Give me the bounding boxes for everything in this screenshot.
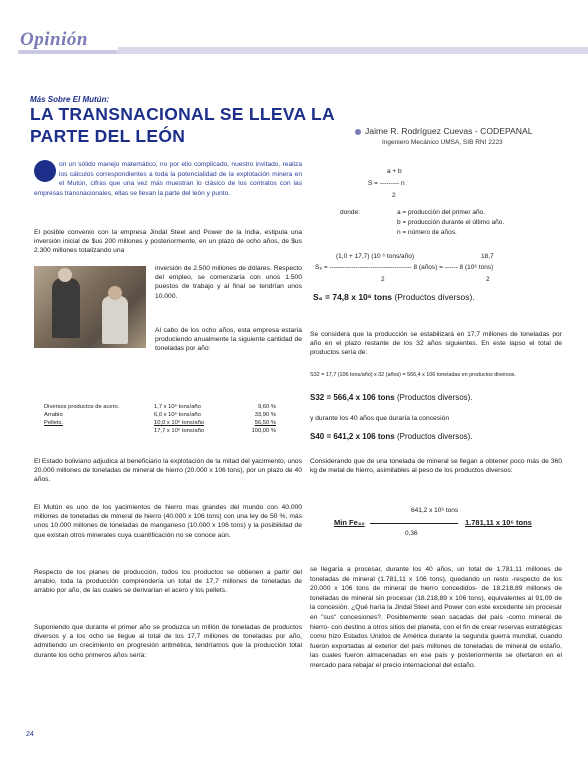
table-cell: 33,90 % xyxy=(254,412,276,418)
table-row xyxy=(44,403,276,411)
formula1-main: S = --------- n xyxy=(368,180,405,187)
paragraph-8: y durante los 40 años que duraría la concesión xyxy=(310,415,450,422)
table-row xyxy=(44,411,276,419)
paragraph-5: Respecto de los planes de producción, todos los productos se obtienen a partir del arrabio, toda la producción comprendería un total de 17,7 millones de toneladas de arrabio por año, de las cuales se derivarían el acero y los pellets. xyxy=(34,569,302,595)
s40-note: (Productos diversos). xyxy=(396,432,473,441)
photo-head-1 xyxy=(58,268,72,282)
s40-result xyxy=(310,432,473,441)
formula2-numerator-2: 18,7 xyxy=(481,253,494,260)
s8-value: S₈ = 74,8 x 10⁶ tons xyxy=(313,292,393,302)
table-cell: 10,0 x 10⁶ tons/año xyxy=(154,420,205,426)
s32-value: S32 = 566,4 x 106 tons xyxy=(310,393,395,402)
production-table xyxy=(44,403,276,435)
table-cell: 1,7 x 10⁶ tons/año xyxy=(154,404,201,410)
paragraph-2: Al cabo de los ocho años, esta empresa estaría produciendo anualmente la siguiente cantidad de toneladas por año: xyxy=(155,327,302,353)
paragraph-1b: inversión de 2.500 millones de dólares. Respecto del empleo, se comenzaría con unos 1.500 puestos de trabajo y al final se tendrían unos 10.000. xyxy=(155,265,302,300)
section-label: Opinión xyxy=(20,29,88,50)
table-cell: 56,50 % xyxy=(254,420,276,426)
article-photo xyxy=(34,266,146,348)
paragraph-3: El Estado boliviano adjudica al beneficiario la explotación de la mitad del yacimiento, unos 20.000 millones de toneladas de mineral de hierro (20.000 x 106 tons), por un plazo de 40 años. xyxy=(34,458,302,484)
def-a: a = producción del primer año. xyxy=(397,209,485,216)
author-title: Ingeniero Mecánico UMSA, SIB RNI 2223 xyxy=(382,139,503,146)
paragraph-1a: El posible convenio con la empresa Jindal Steel and Power de la India, estipula una inversión inicial de $us 200 millones y posteriormente, en un plazo de ocho años, de $us 2.300 millones totalizando una xyxy=(34,229,302,255)
author-name: Jaime R. Rodríguez Cuevas xyxy=(365,126,473,136)
formula3-denominator: 0,36 xyxy=(405,530,418,537)
intro-paragraph xyxy=(34,160,302,198)
paragraph-4: El Mutún es uno de los yacimientos de hierro mas grandes del mundo con 40.000 millones de toneladas de mineral de hierro (40.000 x 106 tons) con una ley de 50 %, más unos 10.000 millones de toneladas de manganeso (10.000 x 106 tons) y la posibilidad de que existan otros minerales cuya cuantificación no se conoce aún. xyxy=(34,504,302,539)
intro-text: on un sólido manejo matemático, no por ello complicado, nuestro invitado, realiza los cálculos correspondientes a toda la potencialidad de la explotación minera en el Mutún, cifras que una vez más muestran lo clásico de los contratos con las empresas transnacionales, ellas se llevan la parte del león y punto. xyxy=(34,161,302,197)
photo-figure-2 xyxy=(102,296,128,344)
kicker: Más Sobre El Mutún: xyxy=(30,95,110,104)
fraction-line xyxy=(370,523,458,524)
formula2-main: S₈ = -------------------------------------- 8 (años) = ------ 8 (10⁶ tons) xyxy=(315,264,494,271)
formula1-denominator: 2 xyxy=(392,192,396,199)
paragraph-10: se llegaría a procesar, durante los 40 años, un total de 1.781,11 millones de toneladas de mineral (1.781,11 x 106 tons), quedando un resto -respecto de los 20.000 x 106 tons de mineral de hierro concedidos- de 18.218,89 millones de toneladas de mineral sin procesar (18.218,89 x 106 tons), equivalentes al 91,09 de la concesión. ¿Qué haría la Jindal Steel and Power con este excedente sin procesar en "sus" concesiones?. Posiblemente sean sacadas del país -como mineral de hierro- con destino a otros sitios del planeta, con el fin de crear reservas estratégicas como hizo Estados Unidos de América durante la segunda guerra mundial, cuando fueron exportadas al exterior del país millones de toneladas de mineral de estaño, las cuales fueron almacenadas en ese país y posteriormente se ofertaron en el mercado para rebajar el precio internacional del estaño. xyxy=(310,566,562,669)
formula3-rhs: 1.781,11 x 10⁶ tons xyxy=(465,518,532,527)
def-b: b = producción durante el último año. xyxy=(397,219,505,226)
author-affiliation: - CODEPANAL xyxy=(474,126,533,136)
table-cell: 9,60 % xyxy=(257,404,276,410)
table-row xyxy=(44,427,276,435)
table-row xyxy=(44,419,276,427)
s32-result xyxy=(310,393,473,402)
s32-note: (Productos diversos). xyxy=(396,393,473,402)
formula2-denominator: 2 xyxy=(381,276,385,283)
page-number: 24 xyxy=(26,731,34,738)
bullet-icon xyxy=(355,129,361,135)
table-cell: Pellets. xyxy=(44,420,64,426)
where-label: donde: xyxy=(340,209,360,216)
byline xyxy=(355,126,532,136)
headline: LA TRANSNACIONAL SE LLEVA LA PARTE DEL LEÓN xyxy=(30,104,335,146)
formula1-numerator: a + b xyxy=(387,168,402,175)
paragraph-7: Se considera que la producción se estabilizará en 17,7 millones de toneladas por año en el plazo restante de los 32 años siguientes. En este lapso el total de productos sería de: xyxy=(310,331,562,357)
s32-calculation: S32 = 17,7 (106 tons/año) x 32 (años) = 566,4 x 106 toneladas en productos diversos. xyxy=(310,372,516,378)
s40-value: S40 = 641,2 x 106 tons xyxy=(310,432,395,441)
table-cell xyxy=(44,427,154,435)
paragraph-9: Considerando que de una tonelada de mineral se llegan a obtener poco más de 360 kg de metal de hierro, asimilables al peso de los productos diversos: xyxy=(310,458,562,475)
table-cell: Diversos productos de acero. xyxy=(44,404,120,410)
formula3-numerator: 641,2 x 10⁶ tons xyxy=(411,507,459,514)
table-cell: 6,0 x 10⁶ tons/año xyxy=(154,412,201,418)
table-cell: 17,7 x 10⁶ tons/año xyxy=(154,428,205,434)
formula3-lhs: Min Fe₄₀ xyxy=(334,518,365,527)
drop-cap xyxy=(34,160,56,182)
photo-figure-1 xyxy=(52,278,80,338)
def-n: n = número de años. xyxy=(397,229,457,236)
table-cell: 100,00 % xyxy=(251,428,276,434)
formula2-numerator: (1,0 + 17,7) (10 ⁶ tons/año) xyxy=(336,253,415,260)
s8-note: (Productos diversos). xyxy=(394,292,475,302)
photo-head-2 xyxy=(108,286,122,300)
s8-result xyxy=(313,292,475,302)
table-cell: Arrabio xyxy=(44,412,63,418)
paragraph-6: Suponiendo que durante el primer año se produzca un millón de toneladas de productos diversos y a los ocho se llegue al total de los 17,7 millones de toneladas por año, admitiendo un crecimiento en progresión aritmética, tendríamos que la producción total durante los ocho primeros años sería: xyxy=(34,624,302,659)
section-band xyxy=(118,47,588,54)
formula2-denominator-2: 2 xyxy=(486,276,490,283)
